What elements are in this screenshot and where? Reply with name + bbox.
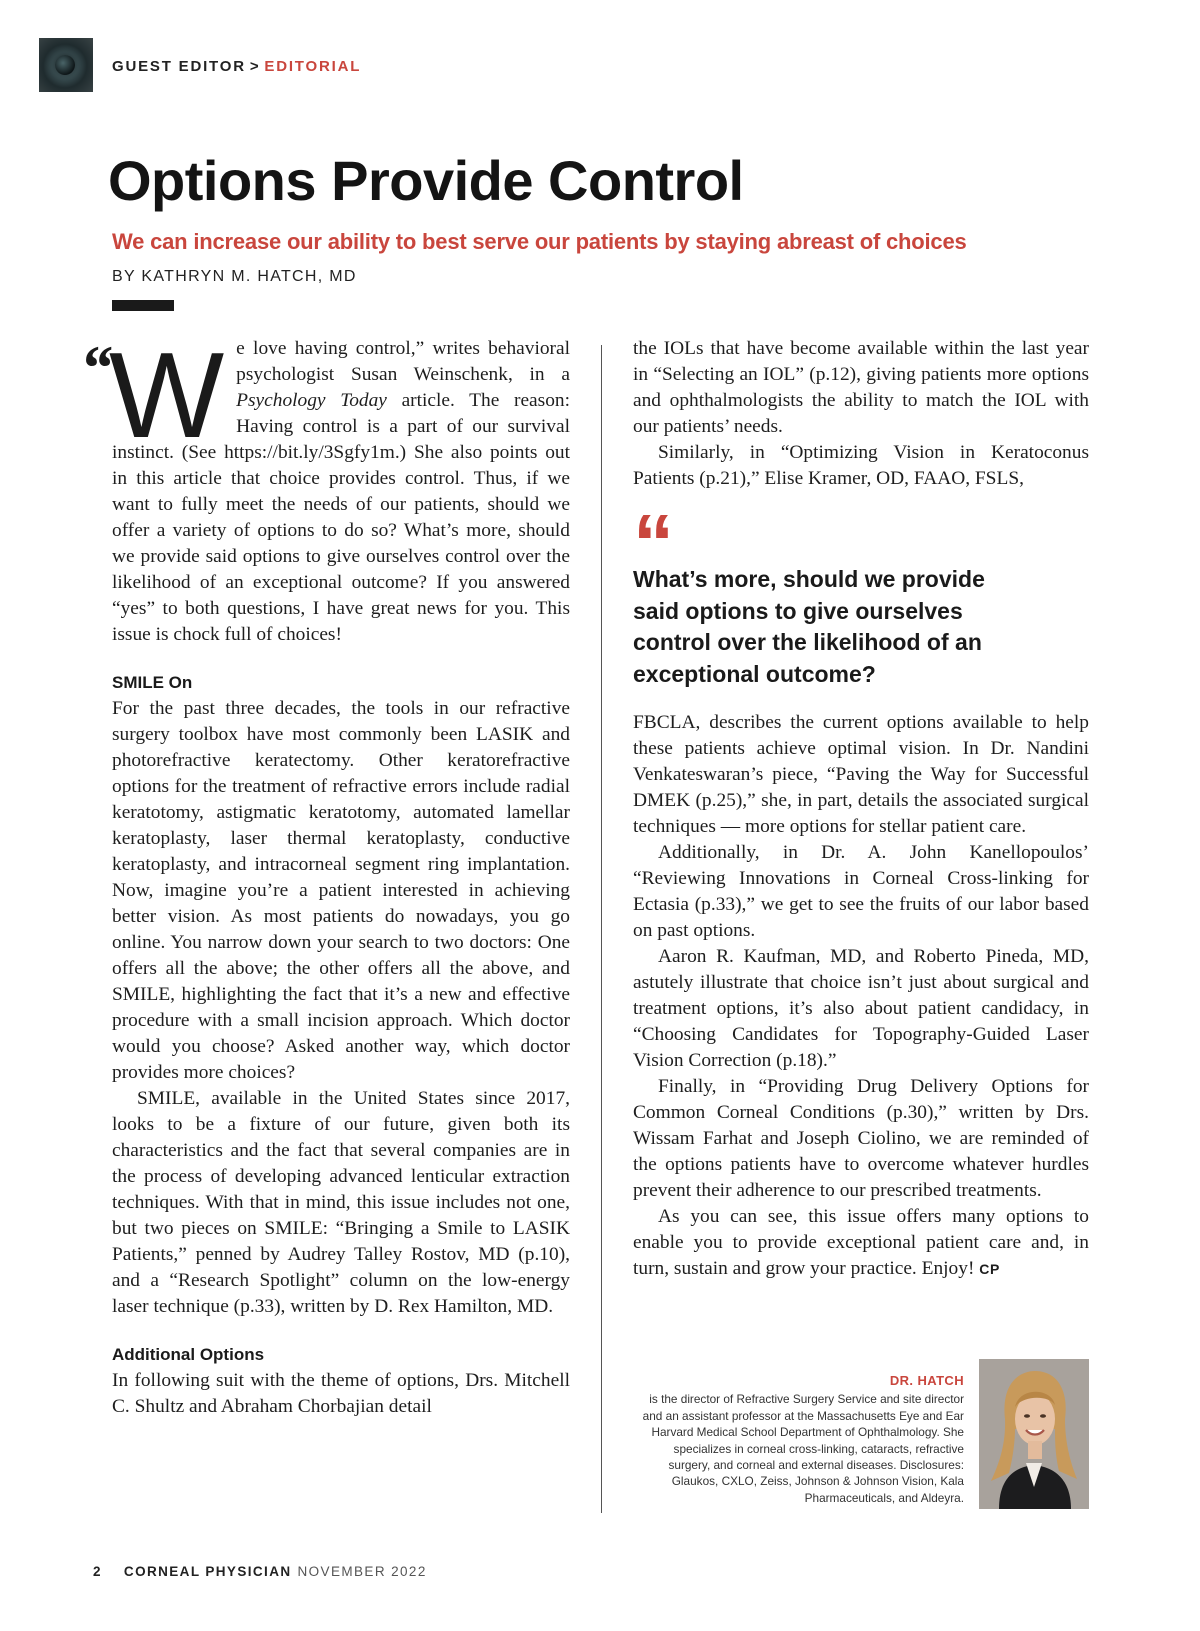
opening-quote-mark: “ [80,332,112,403]
intro-paragraph [109,327,570,648]
additional-options-paragraph: In following suit with the theme of options, Drs. Mitchell C. Shultz and Abraham Chorbajian detail [112,1370,570,1417]
breadcrumb-section: GUEST EDITOR [112,58,246,75]
drug-delivery-paragraph: Finally, in “Providing Drug Delivery Options for Common Corneal Conditions (p.30),” written by Drs. Wissam Farhat and Joseph Ciolino, we are reminded of the options patients have to overcome whatever hurdles prevent their adherence to our prescribed treatments. [633,1076,1089,1201]
drop-cap-letter: W [109,327,225,463]
author-portrait-illustration [979,1359,1089,1509]
publication-name: Psychology Today [236,390,387,411]
cross-linking-paragraph: Additionally, in Dr. A. John Kanellopoulos’ “Reviewing Innovations in Corneal Cross-linking for Ectasia (p.33),” we get to see the fruits of our labor based on past options. [633,842,1089,941]
end-mark: CP [979,1261,1000,1277]
section-heading-smile: SMILE On [112,673,193,692]
candidacy-paragraph: Aaron R. Kaufman, MD, and Roberto Pineda, MD, astutely illustrate that choice isn’t just about surgical and treatment options, it’s also about patient candidacy, in “Choosing Candidates for Topography-Guided Laser Vision Correction (p.18).” [633,946,1089,1071]
pull-quote-mark: “ [633,514,668,560]
dmek-paragraph: FBCLA, describes the current options available to help these patients achieve optimal vision. In Dr. Nandini Venkateswaran’s piece, “Paving the Way for Successful DMEK (p.25),” she, in part, details the associated surgical techniques — more options for stellar patient care. [633,712,1089,837]
intro-text-end: article. The reason: Having control is a part of our survival instinct. (See https://bit.ly/3Sgfy1m.) She also points out in this article that choice provides control. Thus, if we want to fully meet the needs of our patients, should we offer a variety of options to do so? What’s more, should we provide said options to give ourselves control over the likelihood of an exceptional outcome? If you answered “yes” to both questions, I have great news for you. This issue is chock full of choices! [112,390,570,645]
article-subtitle: We can increase our ability to best serve our patients by staying abreast of choices [112,229,967,254]
eye-thumbnail-image [39,38,93,92]
intro-text-start: e love having control,” writes behavioral psychologist Susan Weinschenk, in a [236,338,570,385]
pull-quote: What’s more, should we provide said options to give ourselves control over the likelihood of an exceptional outcome? [633,566,985,687]
breadcrumb-subsection: EDITORIAL [264,58,362,75]
column-divider [601,345,602,1513]
title-divider-bar [112,300,174,311]
issue-date: NOVEMBER 2022 [297,1564,427,1579]
smile-paragraph-1: For the past three decades, the tools in our refractive surgery toolbox have most commonly been LASIK and photorefractive keratectomy. Other keratorefractive options for the treatment of refractive errors include radial keratotomy, astigmatic keratotomy, automated lamellar keratoplasty, laser thermal keratoplasty, conductive keratoplasty, and intracorneal segment ring implantation. Now, imagine you’re a patient interested in achieving better vision. As most patients do nowadays, you go online. You narrow down your search to two doctors: One offers all the above; the other offers all the above, and SMILE, highlighting the fact that it’s a new and effective procedure with a small incision approach. Which doctor would you choose? Asked another way, which doctor provides more choices? [112,698,570,1083]
article-title: Options Provide Control [108,149,744,212]
breadcrumb-separator: > [249,58,261,75]
author-bio-text: is the director of Refractive Surgery Service and site director and an assistant professor at the Massachusetts Eye and Ear Harvard Medical School Department of Ophthalmology. She specializes in corneal cross-linking, cataracts, refractive surgery, and corneal and external diseases. Disclosures: Glaukos, CXLO, Zeiss, Johnson & Johnson Vision, Kala Pharmaceuticals, and Aldeyra. [642,1392,964,1505]
closing-text: As you can see, this issue offers many options to enable you to provide exceptional patient care and, in turn, sustain and grow your practice. Enjoy! [633,1206,1089,1279]
right-column [633,336,1089,1282]
breadcrumb [112,58,361,75]
eye-pupil [55,55,75,75]
page-footer [93,1564,427,1579]
closing-paragraph [633,1204,1089,1282]
page-number: 2 [93,1564,102,1579]
magazine-name: CORNEAL PHYSICIAN [123,1564,292,1579]
article-byline: BY KATHRYN M. HATCH, MD [112,268,357,285]
author-bio [640,1373,964,1506]
author-portrait [979,1359,1089,1509]
author-bio-name: DR. HATCH [889,1373,964,1388]
left-column [109,327,570,1420]
iol-paragraph: the IOLs that have become available within the last year in “Selecting an IOL” (p.12), giving patients more options and ophthalmologists the ability to match the IOL with our patients’ needs. [633,338,1089,437]
section-heading-additional-options: Additional Options [112,1345,265,1364]
smile-paragraph-2: SMILE, available in the United States since 2017, looks to be a fixture of our future, given both its characteristics and the fact that several companies are in the process of developing advanced lenticular extraction techniques. With that in mind, this issue includes not one, but two pieces on SMILE: “Bringing a Smile to LASIK Patients,” penned by Audrey Talley Rostov, MD (p.10), and a “Research Spotlight” column on the low-energy laser technique (p.33), written by D. Rex Hamilton, MD. [112,1088,570,1317]
keratoconus-paragraph: Similarly, in “Optimizing Vision in Keratoconus Patients (p.21),” Elise Kramer, OD, FAAO, FSLS, [633,442,1089,489]
